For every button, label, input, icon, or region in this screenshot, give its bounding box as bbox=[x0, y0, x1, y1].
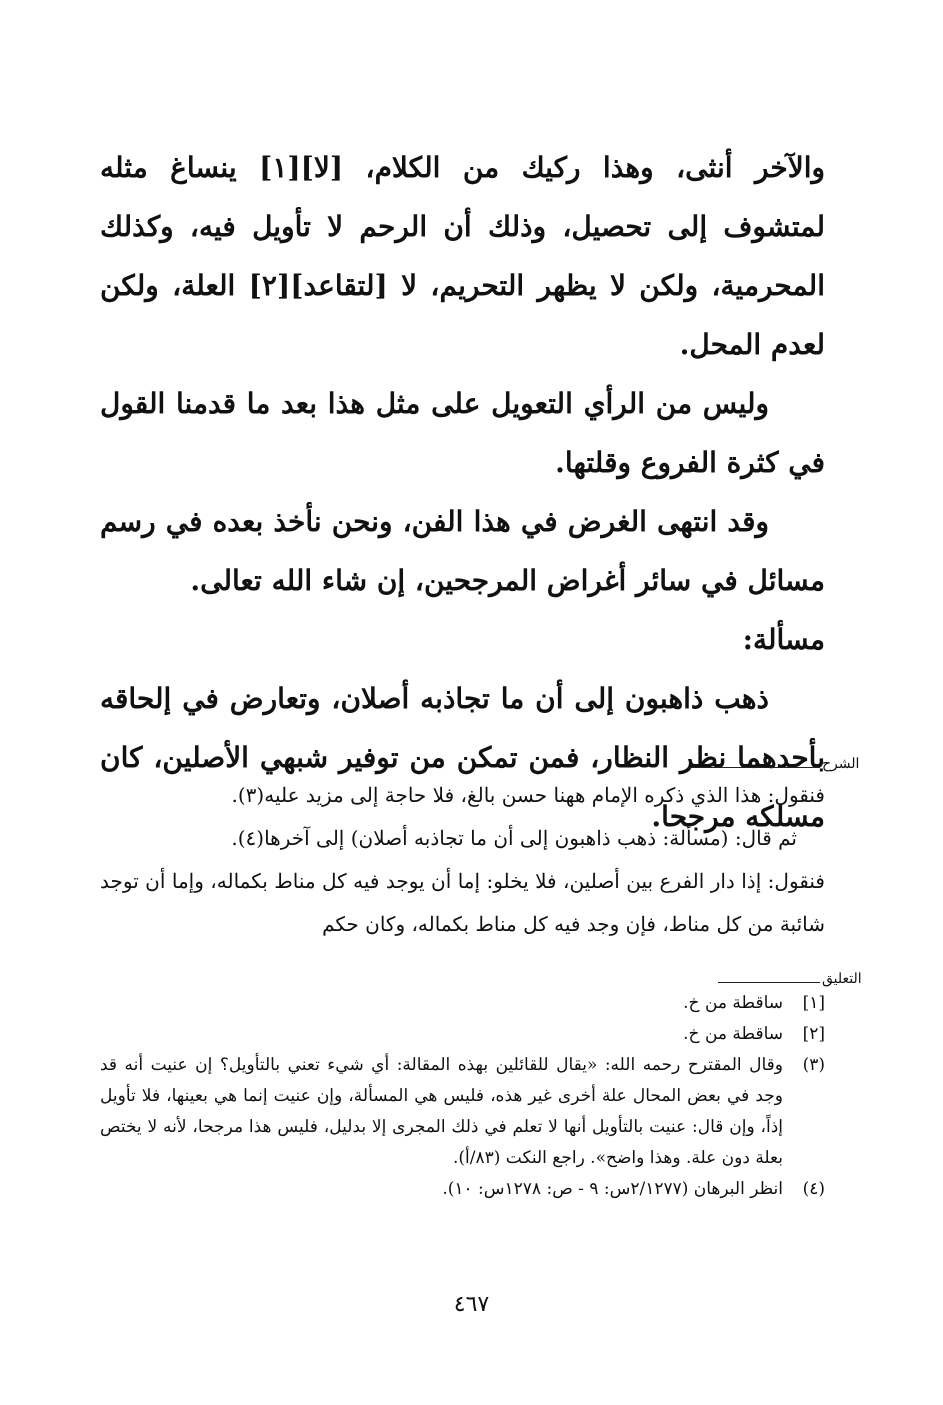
notes-label: التعليق bbox=[822, 971, 862, 987]
footnote-1 bbox=[100, 988, 825, 1019]
footnote-4 bbox=[100, 1174, 825, 1205]
main-paragraph-1: والآخر أنثى، وهذا ركيك من الكلام، [لا][١] ينساغ مثله لمتشوف إلى تحصيل، وذلك أن الرحم لا تأويل فيه، وكذلك المحرمية، ولكن لا يظهر التحريم، لا [لتقاعد][٢] العلة، ولكن لعدم المحل. bbox=[100, 151, 825, 361]
sharh-label: الشرح bbox=[822, 756, 860, 772]
main-text bbox=[100, 138, 825, 846]
footnote-number: [٢] bbox=[802, 1024, 825, 1044]
commentary-paragraph-2: ثم قال: (مسألة: ذهب ذاهبون إلى أن ما تجاذبه أصلان) إلى آخرها(٤). bbox=[231, 826, 797, 850]
commentary-paragraph-3: فنقول: إذا دار الفرع بين أصلين، فلا يخلو: إما أن يوجد فيه كل مناط بكماله، وإما أن توجد شائبة من كل مناط، فإن وجد فيه كل مناط بكماله، وكان حكم bbox=[100, 869, 825, 936]
footnote-number: (٣) bbox=[802, 1055, 825, 1075]
page-number: ٤٦٧ bbox=[453, 1292, 490, 1317]
footnote-number: [١] bbox=[802, 993, 825, 1013]
commentary-text bbox=[100, 774, 825, 946]
main-paragraph-3: وقد انتهى الغرض في هذا الفن، ونحن نأخذ بعده في رسم مسائل في سائر أغراض المرجحين، إن شاء الله تعالى. bbox=[100, 505, 825, 597]
main-paragraph-4: ذهب ذاهبون إلى أن ما تجاذبه أصلان، وتعارض في إلحاقه بأحدهما نظر النظار، فمن تمكن من توفير شبهي الأصلين، كان مسلكه مرجحا. bbox=[100, 682, 825, 833]
footnote-text: وقال المقترح رحمه الله: «يقال للقائلين بهذه المقالة: أي شيء تعني بالتأويل؟ إن عنيت أنه قد وجد في بعض المحال علة أخرى غير هذه، فليس هي المسألة، وإن عنيت إنما هي بعينها، فلا تأويل إذاً، وإن قال: عنيت بالتأويل أنها لا تعلم في ذلك المجرى إلا بدليل، فليس هذا مرجحا، لأنه لا يختص بعلة دون علة. وهذا واضح». راجع النكت (٨٣/أ). bbox=[100, 1055, 783, 1168]
notes-divider bbox=[718, 982, 820, 983]
footnote-text: ساقطة من خ. bbox=[683, 1024, 783, 1044]
footnote-number: (٤) bbox=[802, 1179, 825, 1199]
footnote-2 bbox=[100, 1019, 825, 1050]
main-paragraph-2: وليس من الرأي التعويل على مثل هذا بعد ما قدمنا القول في كثرة الفروع وقلتها. bbox=[100, 387, 825, 479]
commentary-paragraph-1: فنقول: هذا الذي ذكره الإمام ههنا حسن بالغ، فلا حاجة إلى مزيد عليه(٣). bbox=[231, 783, 825, 807]
footnote-3 bbox=[100, 1050, 825, 1174]
section-heading: مسألة: bbox=[742, 623, 825, 656]
sharh-divider bbox=[690, 767, 820, 768]
footnote-text: ساقطة من خ. bbox=[683, 993, 783, 1013]
footnote-text: انظر البرهان (٢/١٢٧٧س: ٩ - ص: ١٢٧٨س: ١٠). bbox=[442, 1179, 783, 1199]
footnotes bbox=[100, 988, 825, 1205]
